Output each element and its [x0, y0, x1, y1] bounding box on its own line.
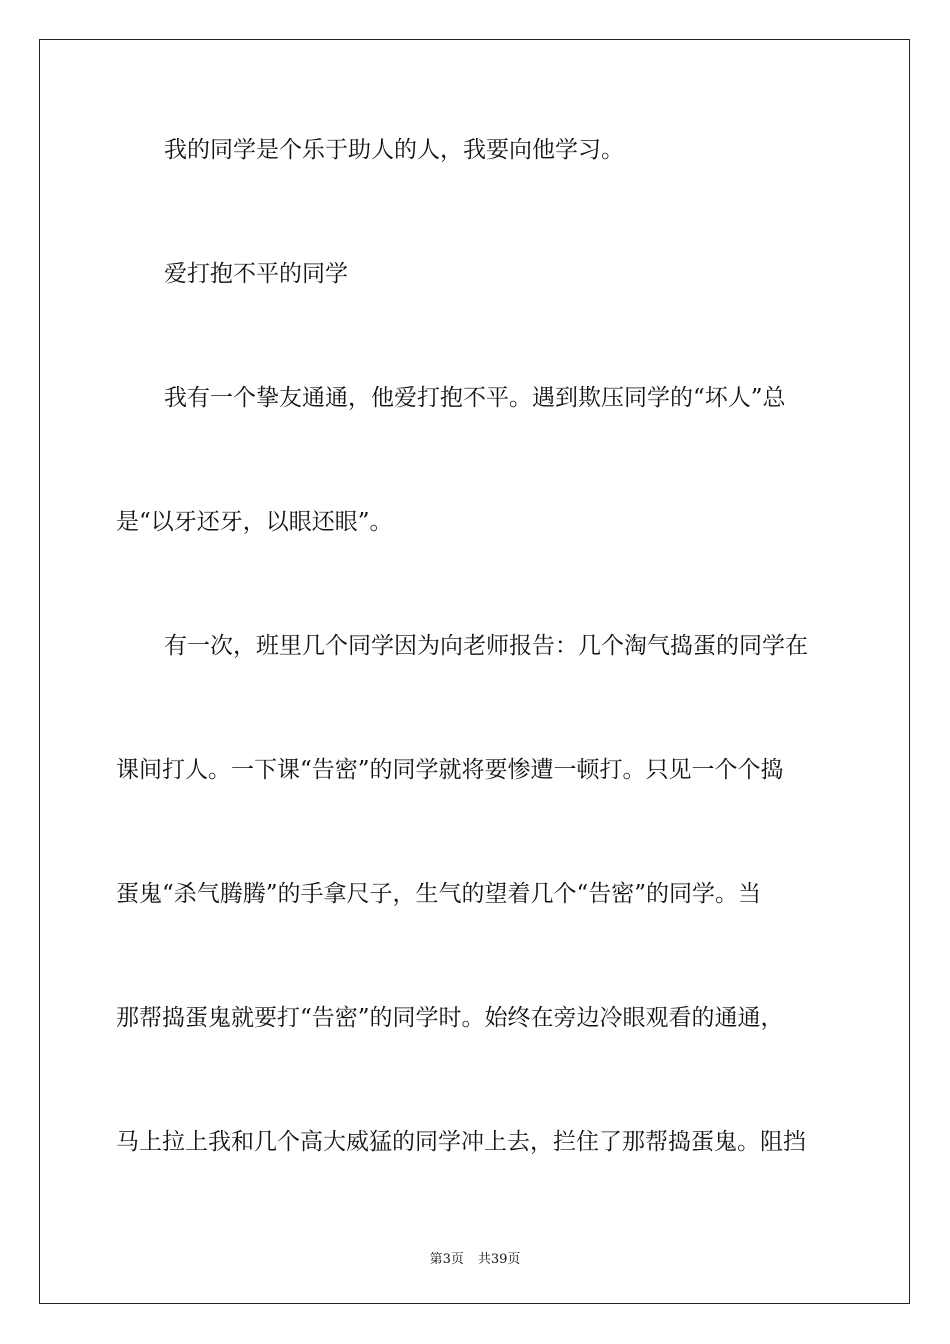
paragraph-line: 我的同学是个乐于助人的人，我要向他学习。	[164, 137, 624, 163]
paragraph-line: 课间打人。一下课“告密”的同学就将要惨遭一顿打。只见一个个捣	[116, 757, 784, 783]
paragraph-line: 是“以牙还牙，以眼还眼”。	[116, 509, 393, 535]
paragraph-line: 蛋鬼“杀气腾腾”的手拿尺子，生气的望着几个“告密”的同学。当	[116, 881, 762, 907]
paragraph-line: 我有一个挚友通通，他爱打抱不平。遇到欺压同学的“坏人”总	[164, 385, 786, 411]
page-total: 共39页	[477, 1252, 521, 1267]
page-number: 第3页	[429, 1252, 464, 1267]
page-footer	[0, 1248, 950, 1267]
section-heading: 爱打抱不平的同学	[164, 261, 348, 287]
paragraph-line: 马上拉上我和几个高大威猛的同学冲上去，拦住了那帮捣蛋鬼。阻挡	[116, 1129, 806, 1155]
page-frame	[39, 39, 910, 1304]
paragraph-line: 有一次，班里几个同学因为向老师报告：几个淘气捣蛋的同学在	[164, 633, 808, 659]
paragraph-line: 那帮捣蛋鬼就要打“告密”的同学时。始终在旁边冷眼观看的通通，	[116, 1005, 784, 1031]
